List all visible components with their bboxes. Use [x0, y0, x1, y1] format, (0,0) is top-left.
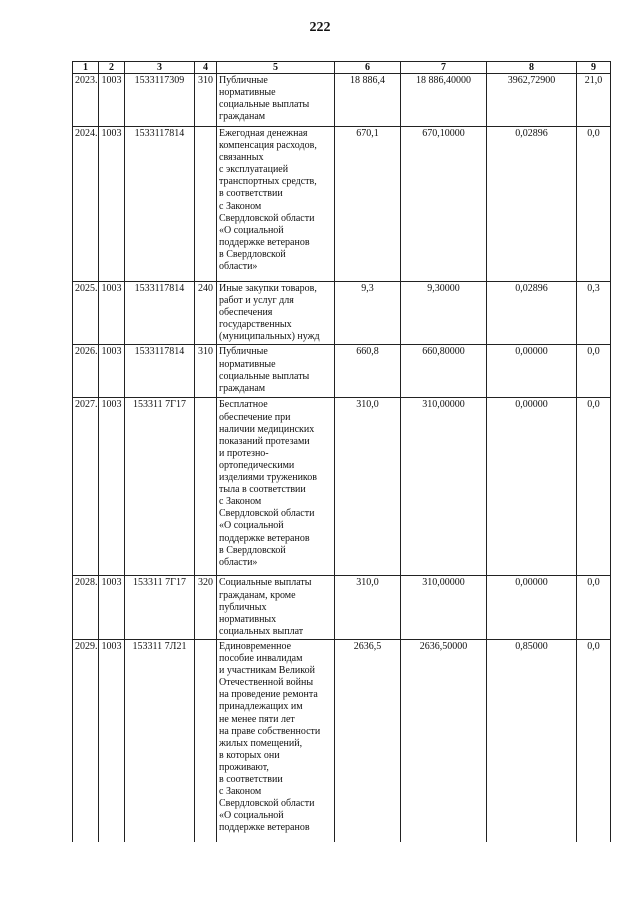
- item-name: Иные закупки товаров, работ и услуг для обеспечения государственных (муниципальных) нужд: [217, 282, 335, 345]
- row-number: 2024.: [73, 127, 99, 282]
- item-name: Бесплатное обеспечение при наличии медицинских показаний протезами и протезно- ортопедическими изделиями тружеников тыла в соответствии с Законом Свердловской области «О социальной поддержке ветеранов в Свердловской области»: [217, 398, 335, 576]
- header-cell: 5: [217, 62, 335, 74]
- execution-percent: 0,0: [577, 398, 611, 576]
- table-row: [73, 576, 611, 639]
- target-code: 153311 7Г17: [125, 398, 195, 576]
- section-code: 1003: [99, 639, 125, 842]
- execution-percent: 0,3: [577, 282, 611, 345]
- execution-percent: 21,0: [577, 74, 611, 127]
- expense-type: [195, 398, 217, 576]
- header-cell: 3: [125, 62, 195, 74]
- approved-amount: 18 886,40000: [401, 74, 487, 127]
- table-row: [73, 127, 611, 282]
- header-cell: 8: [487, 62, 577, 74]
- row-number: 2026.: [73, 345, 99, 398]
- section-code: 1003: [99, 345, 125, 398]
- approved-amount: 670,10000: [401, 127, 487, 282]
- item-name: Социальные выплаты гражданам, кроме публичных нормативных социальных выплат: [217, 576, 335, 639]
- row-number: 2025.: [73, 282, 99, 345]
- table-row: [73, 74, 611, 127]
- page-number: 222: [309, 20, 331, 35]
- approved-amount: 2636,50000: [401, 639, 487, 842]
- section-code: 1003: [99, 398, 125, 576]
- header-cell: 1: [73, 62, 99, 74]
- plan-amount: 2636,5: [335, 639, 401, 842]
- target-code: 1533117309: [125, 74, 195, 127]
- header-row: [73, 62, 611, 74]
- executed-amount: 3962,72900: [487, 74, 577, 127]
- expense-type: 320: [195, 576, 217, 639]
- execution-percent: 0,0: [577, 576, 611, 639]
- section-code: 1003: [99, 576, 125, 639]
- section-code: 1003: [99, 127, 125, 282]
- table-row: [73, 345, 611, 398]
- approved-amount: 660,80000: [401, 345, 487, 398]
- header-cell: 2: [99, 62, 125, 74]
- execution-percent: 0,0: [577, 127, 611, 282]
- item-name: Публичные нормативные социальные выплаты гражданам: [217, 345, 335, 398]
- row-number: 2027.: [73, 398, 99, 576]
- target-code: 1533117814: [125, 345, 195, 398]
- row-number: 2023.: [73, 74, 99, 127]
- plan-amount: 9,3: [335, 282, 401, 345]
- target-code: 1533117814: [125, 282, 195, 345]
- expense-type: 310: [195, 345, 217, 398]
- expense-type: [195, 127, 217, 282]
- expense-type: 310: [195, 74, 217, 127]
- target-code: 1533117814: [125, 127, 195, 282]
- header-cell: 6: [335, 62, 401, 74]
- expense-type: 240: [195, 282, 217, 345]
- row-number: 2028.: [73, 576, 99, 639]
- item-name: Ежегодная денежная компенсация расходов, связанных с эксплуатацией транспортных средств, в соответствии с Законом Свердловской области «О социальной поддержке ветеранов в Свердловской области»: [217, 127, 335, 282]
- item-name: Единовременное пособие инвалидам и участникам Великой Отечественной войны на проведение ремонта принадлежащих им не менее пяти лет на праве собственности жилых помещений, в которых они проживают, в соответствии с Законом Свердловской области «О социальной поддержке ветеранов: [217, 639, 335, 842]
- budget-table: [72, 61, 611, 842]
- section-code: 1003: [99, 282, 125, 345]
- approved-amount: 310,00000: [401, 398, 487, 576]
- section-code: 1003: [99, 74, 125, 127]
- executed-amount: 0,00000: [487, 576, 577, 639]
- item-name: Публичные нормативные социальные выплаты гражданам: [217, 74, 335, 127]
- plan-amount: 660,8: [335, 345, 401, 398]
- row-number: 2029.: [73, 639, 99, 842]
- executed-amount: 0,00000: [487, 398, 577, 576]
- target-code: 153311 7Г17: [125, 576, 195, 639]
- header-cell: 9: [577, 62, 611, 74]
- expense-type: [195, 639, 217, 842]
- execution-percent: 0,0: [577, 639, 611, 842]
- executed-amount: 0,02896: [487, 127, 577, 282]
- plan-amount: 18 886,4: [335, 74, 401, 127]
- header-cell: 4: [195, 62, 217, 74]
- execution-percent: 0,0: [577, 345, 611, 398]
- plan-amount: 670,1: [335, 127, 401, 282]
- table-row: [73, 639, 611, 842]
- table-row: [73, 398, 611, 576]
- executed-amount: 0,85000: [487, 639, 577, 842]
- target-code: 153311 7Л21: [125, 639, 195, 842]
- executed-amount: 0,00000: [487, 345, 577, 398]
- plan-amount: 310,0: [335, 576, 401, 639]
- approved-amount: 310,00000: [401, 576, 487, 639]
- table-row: [73, 282, 611, 345]
- approved-amount: 9,30000: [401, 282, 487, 345]
- plan-amount: 310,0: [335, 398, 401, 576]
- executed-amount: 0,02896: [487, 282, 577, 345]
- header-cell: 7: [401, 62, 487, 74]
